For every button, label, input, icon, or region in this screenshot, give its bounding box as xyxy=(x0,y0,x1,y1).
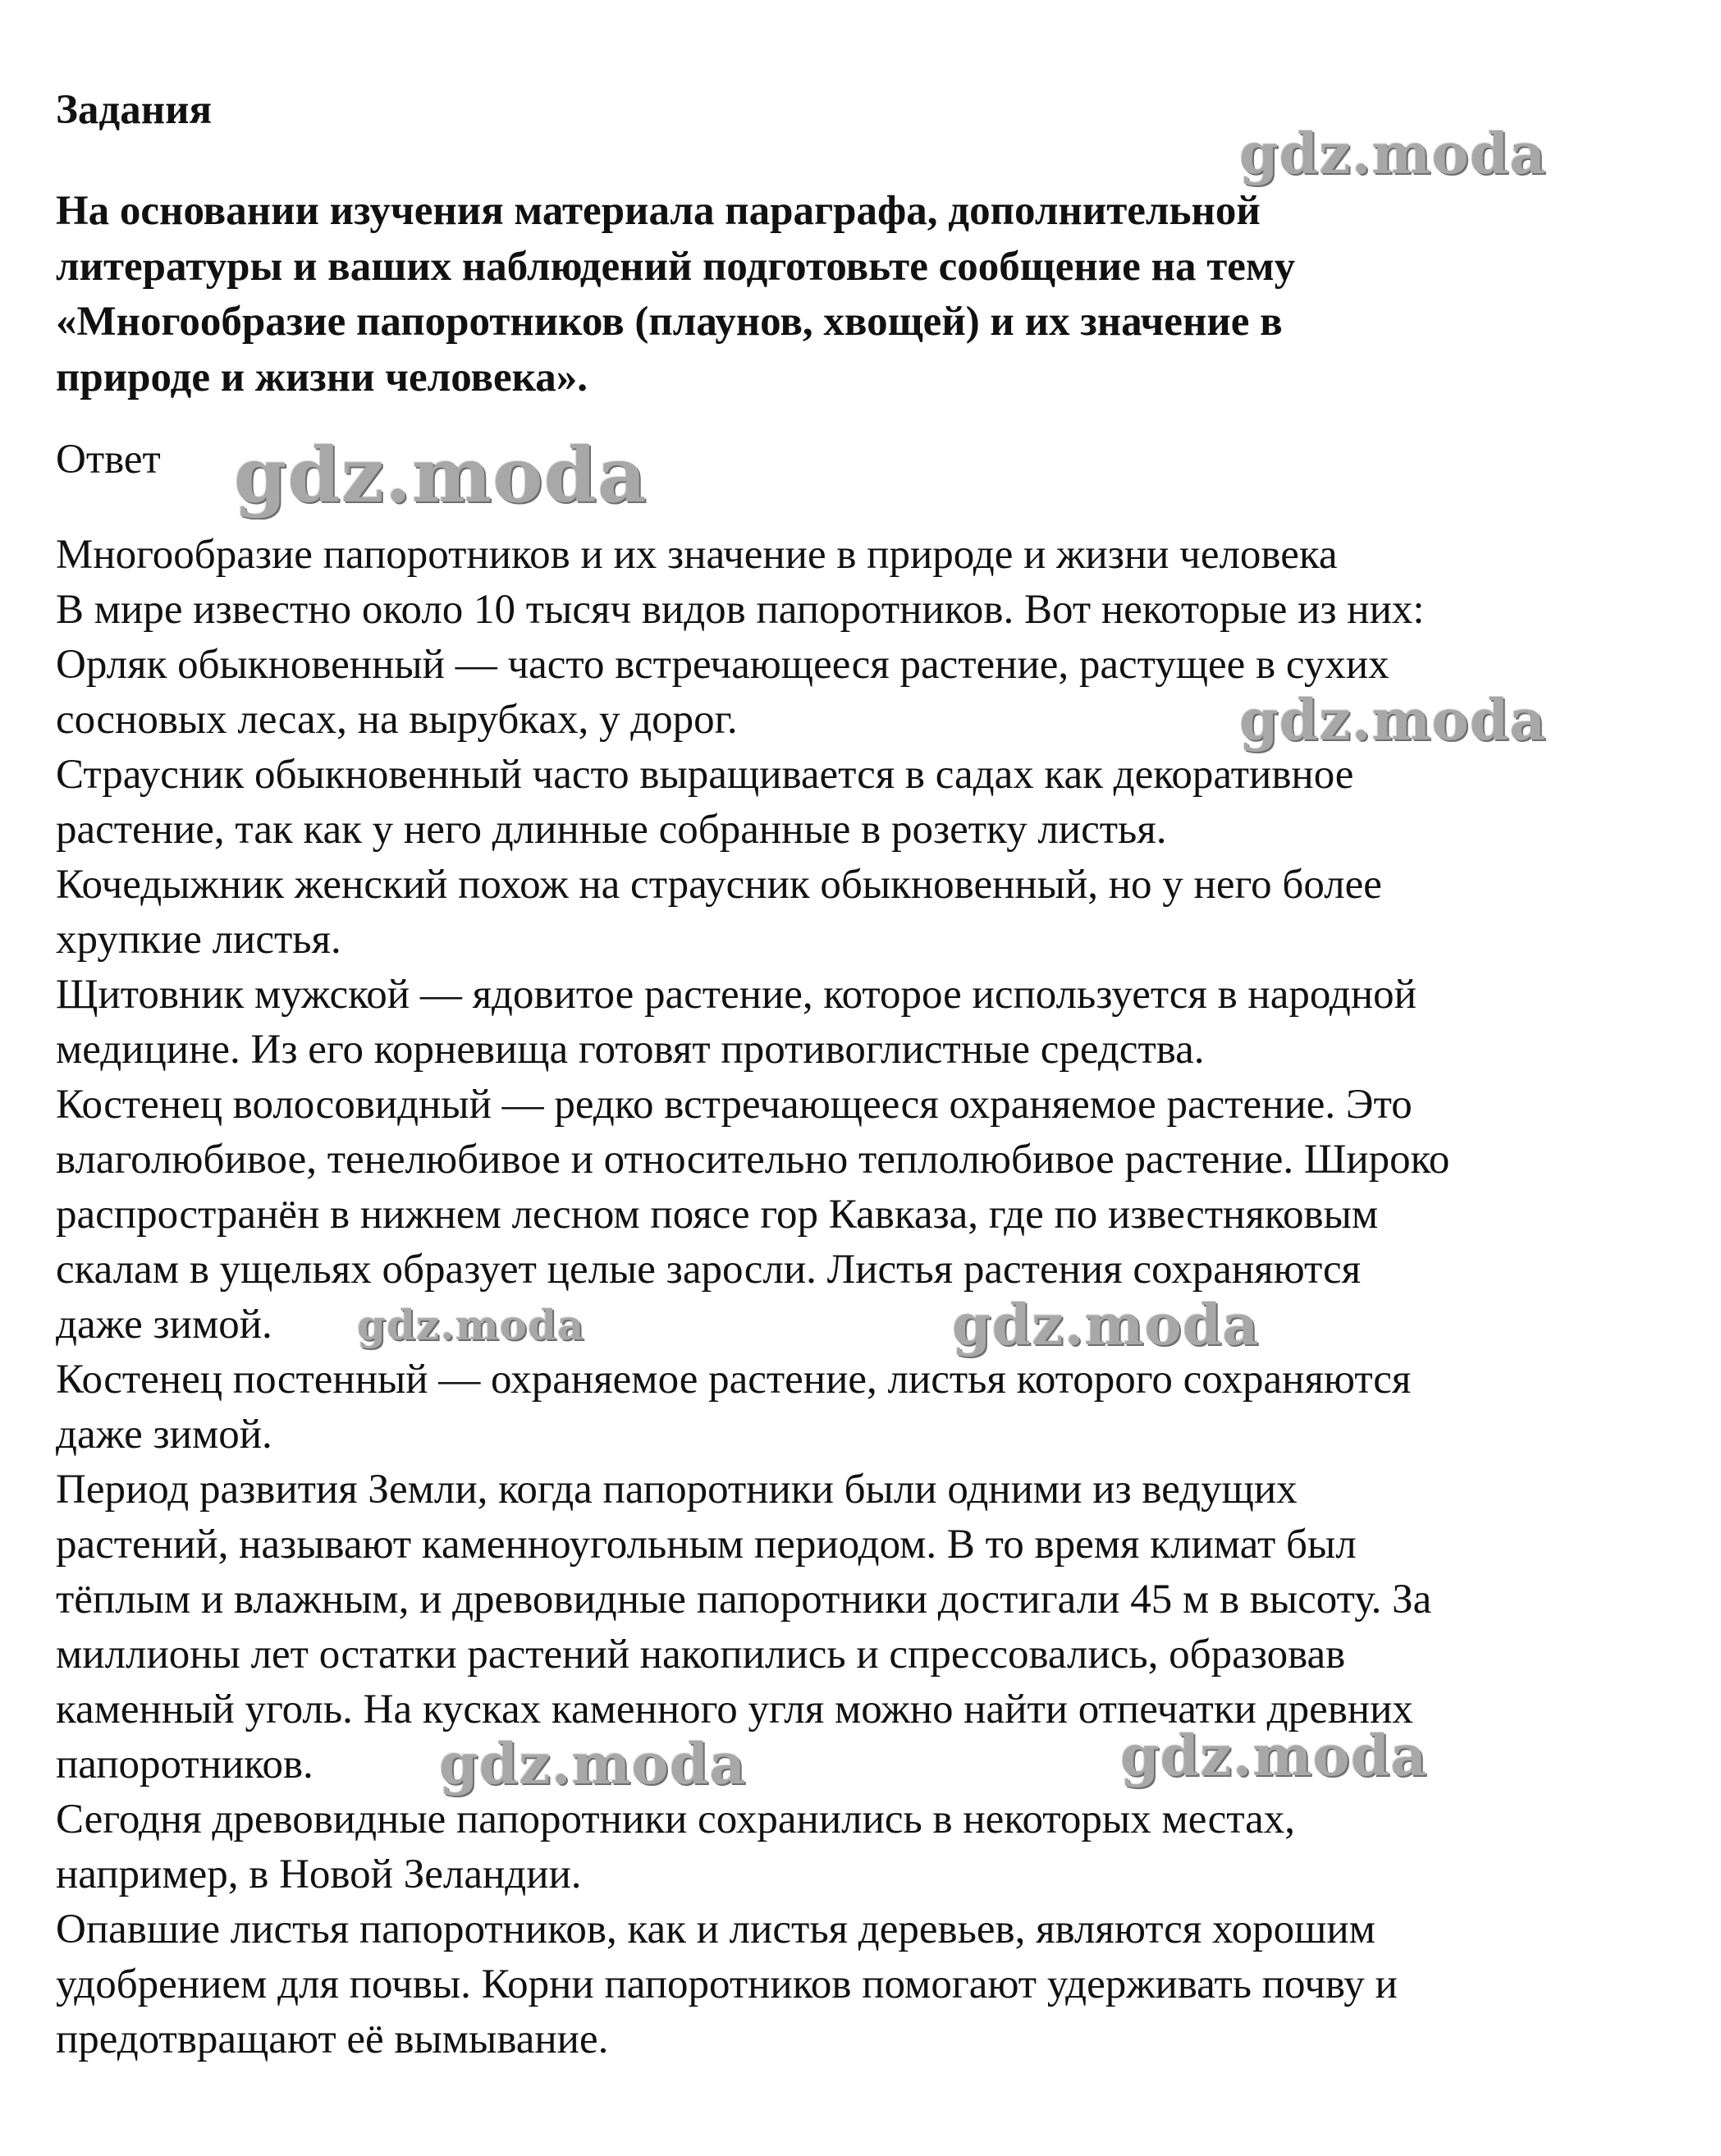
watermark: gdz.moda xyxy=(357,1301,585,1349)
answer-line: даже зимой. xyxy=(56,1302,272,1348)
answer-line: влаголюбивое, тенелюбивое и относительно теплолюбивое растение. Широко xyxy=(56,1137,1450,1183)
answer-line: папоротников. xyxy=(56,1742,314,1788)
answer-line: Страусник обыкновенный часто выращивается в садах как декоративное xyxy=(56,752,1354,798)
answer-line: хрупкие листья. xyxy=(56,917,341,963)
watermark: gdz.moda xyxy=(234,431,648,520)
task-line: литературы и ваших наблюдений подготовьте сообщение на тему xyxy=(56,243,1296,290)
answer-line: удобрением для почвы. Корни папоротников помогают удерживать почву и xyxy=(56,1961,1398,2007)
answer-line: Орляк обыкновенный — часто встречающееся растение, растущее в сухих xyxy=(56,642,1389,688)
answer-line: Костенец волосовидный — редко встречающееся охраняемое растение. Это xyxy=(56,1082,1412,1128)
answer-line: растение, так как у него длинные собранные в розетку листья. xyxy=(56,807,1167,853)
answer-line: распространён в нижнем лесном поясе гор Кавказа, где по известняковым xyxy=(56,1192,1379,1238)
answer-line: Костенец постенный — охраняемое растение, листья которого сохраняются xyxy=(56,1357,1412,1403)
answer-label: Ответ xyxy=(56,437,161,483)
watermark: gdz.moda xyxy=(1239,121,1547,187)
watermark: gdz.moda xyxy=(439,1732,747,1797)
answer-line: Щитовник мужской — ядовитое растение, которое используется в народной xyxy=(56,972,1417,1018)
task-line: природе и жизни человека». xyxy=(56,354,588,401)
answer-line: медицине. Из его корневища готовят противоглистные средства. xyxy=(56,1027,1205,1073)
answer-line: сосновых лесах, на вырубках, у дорог. xyxy=(56,697,738,743)
watermark: gdz.moda xyxy=(1239,688,1547,753)
answer-line: В мире известно около 10 тысяч видов папоротников. Вот некоторые из них: xyxy=(56,587,1425,633)
task-line: На основании изучения материала параграфа, дополнительной xyxy=(56,188,1261,234)
answer-line: даже зимой. xyxy=(56,1412,272,1458)
task-line: «Многообразие папоротников (плаунов, хвощей) и их значение в xyxy=(56,299,1283,345)
answer-line: Опавшие листья папоротников, как и листья деревьев, являются хорошим xyxy=(56,1907,1375,1952)
answer-line: растений, называют каменноугольным периодом. В то время климат был xyxy=(56,1522,1357,1568)
task-text xyxy=(56,184,1615,405)
watermark: gdz.moda xyxy=(1120,1723,1428,1789)
answer-line: скалам в ущельях образует целые заросли. Листья растения сохраняются xyxy=(56,1247,1362,1293)
answer-line: Период развития Земли, когда папоротники были одними из ведущих xyxy=(56,1467,1298,1513)
answer-line: предотвращают её вымывание. xyxy=(56,2016,609,2062)
answer-line: каменный уголь. На кусках каменного угля можно найти отпечатки древних xyxy=(56,1687,1413,1733)
answer-line: Кочедыжник женский похож на страусник обыкновенный, но у него более xyxy=(56,862,1382,908)
answer-line: Сегодня древовидные папоротники сохранились в некоторых местах, xyxy=(56,1797,1296,1842)
watermark: gdz.moda xyxy=(952,1293,1260,1358)
answer-line: тёплым и влажным, и древовидные папоротники достигали 45 м в высоту. За xyxy=(56,1577,1432,1623)
answer-line: Многообразие папоротников и их значение в природе и жизни человека xyxy=(56,532,1338,578)
answer-line: например, в Новой Зеландии. xyxy=(56,1852,582,1897)
answer-line: миллионы лет остатки растений накопились и спрессовались, образовав xyxy=(56,1632,1346,1678)
section-heading: Задания xyxy=(56,87,213,133)
